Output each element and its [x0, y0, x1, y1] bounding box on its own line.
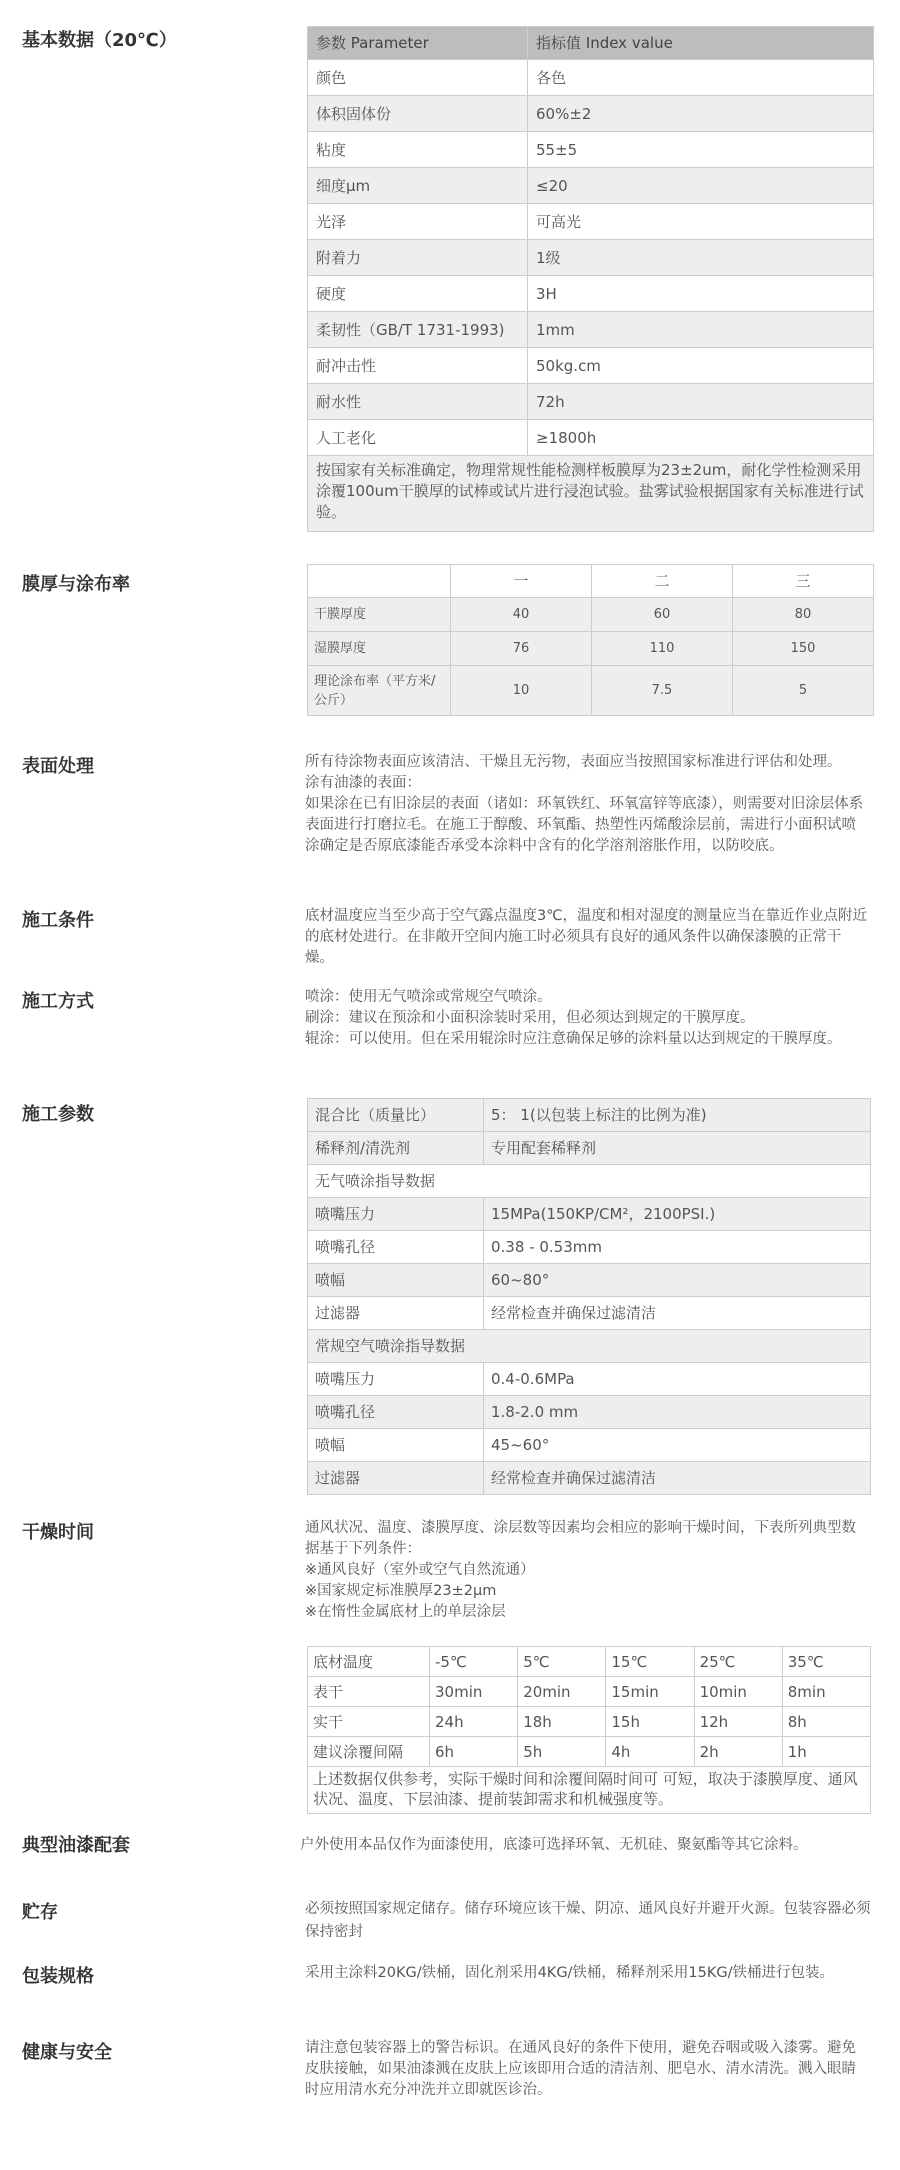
table-cell: 喷嘴压力: [308, 1198, 484, 1231]
table-cell: 喷嘴孔径: [308, 1231, 484, 1264]
table-row: [308, 1707, 871, 1737]
table-header: 一: [451, 565, 592, 598]
table-cell: 耐冲击性: [308, 348, 528, 384]
table-row: [308, 456, 874, 532]
table-cell: 人工老化: [308, 420, 528, 456]
table-cell: 45~60°: [484, 1429, 871, 1462]
table-row: [308, 1647, 871, 1677]
application-params-table: [307, 1098, 871, 1495]
table-cell: 理论涂布率（平方米/公斤）: [308, 666, 451, 716]
table-row: [308, 1429, 871, 1462]
table-cell: 附着力: [308, 240, 528, 276]
paragraph: 请注意包装容器上的警告标识。在通风良好的条件下使用，避免吞咽或吸入漆雾。避免皮肤接触，如果油漆溅在皮肤上应该即用合适的清洁剂、肥皂水、清水清洗。溅入眼睛时应用清水充分冲洗并立即就医诊治。: [305, 2040, 856, 2098]
table-cell: 35℃: [782, 1647, 870, 1677]
table-row: [308, 1297, 871, 1330]
table-row: [308, 666, 874, 716]
table-cell: 喷嘴孔径: [308, 1396, 484, 1429]
section-title: 干燥时间: [22, 1522, 94, 1543]
table-row: [308, 1330, 871, 1363]
table-row: [308, 1396, 871, 1429]
table-cell: 5： 1(以包装上标注的比例为准): [484, 1099, 871, 1132]
table-note: 按国家有关标准确定，物理常规性能检测样板膜厚为23±2um，耐化学性检测采用涂覆100um干膜厚的试棒或试片进行浸泡试验。盐雾试验根据国家有关标准进行试验。: [308, 456, 874, 532]
table-cell: 硬度: [308, 276, 528, 312]
table-cell: 8min: [782, 1677, 870, 1707]
table-cell: 25℃: [694, 1647, 782, 1677]
table-cell: 湿膜厚度: [308, 632, 451, 666]
table-header: [308, 565, 451, 598]
table-cell: 喷嘴压力: [308, 1363, 484, 1396]
table-row: [308, 384, 874, 420]
table-row: [308, 1264, 871, 1297]
table-header: 二: [592, 565, 733, 598]
table-cell: 1h: [782, 1737, 870, 1767]
table-row: [308, 1767, 871, 1814]
paragraph: 户外使用本品仅作为面漆使用，底漆可选择环氧、无机硅、聚氨酯等其它涂料。: [300, 1837, 808, 1853]
section-title: 基本数据（20℃）: [22, 30, 177, 51]
table-cell: 60%±2: [528, 96, 874, 132]
table-cell: 76: [451, 632, 592, 666]
section-title: 表面处理: [22, 756, 94, 777]
table-cell: 110: [592, 632, 733, 666]
table-cell: 5h: [518, 1737, 606, 1767]
basic-data-table: [307, 26, 874, 532]
table-cell: 50kg.cm: [528, 348, 874, 384]
table-cell: 粘度: [308, 132, 528, 168]
table-cell: 10min: [694, 1677, 782, 1707]
table-cell: 体积固体份: [308, 96, 528, 132]
table-cell: 混合比（质量比）: [308, 1099, 484, 1132]
table-cell: 15min: [606, 1677, 694, 1707]
table-cell: 150: [733, 632, 874, 666]
table-row: [308, 1677, 871, 1707]
table-cell: 15h: [606, 1707, 694, 1737]
film-thickness-table: [307, 564, 874, 716]
table-row: [308, 240, 874, 276]
table-row: [308, 204, 874, 240]
table-cell: 1.8-2.0 mm: [484, 1396, 871, 1429]
table-cell: 8h: [782, 1707, 870, 1737]
table-cell: 7.5: [592, 666, 733, 716]
section-title: 典型油漆配套: [22, 1835, 130, 1856]
table-cell: 18h: [518, 1707, 606, 1737]
table-cell: 5℃: [518, 1647, 606, 1677]
table-row: [308, 1462, 871, 1495]
table-cell: 60: [592, 598, 733, 632]
table-row: [308, 312, 874, 348]
table-cell: 12h: [694, 1707, 782, 1737]
table-cell: 可高光: [528, 204, 874, 240]
section-title: 膜厚与涂布率: [22, 574, 130, 595]
drying-time-table: [307, 1646, 871, 1814]
table-row: [308, 420, 874, 456]
table-cell: 干膜厚度: [308, 598, 451, 632]
paragraph: 辊涂：可以使用。但在采用辊涂时应注意确保足够的涂料量以达到规定的干膜厚度。: [305, 1031, 842, 1047]
paragraph: 底材温度应当至少高于空气露点温度3℃，温度和相对湿度的测量应当在靠近作业点附近的底材处进行。在非敞开空间内施工时必须具有良好的通风条件以确保漆膜的正常干燥。: [305, 908, 868, 966]
table-cell: -5℃: [430, 1647, 518, 1677]
table-cell: 底材温度: [308, 1647, 430, 1677]
table-cell: 2h: [694, 1737, 782, 1767]
table-cell: 过滤器: [308, 1297, 484, 1330]
table-cell: 颜色: [308, 60, 528, 96]
table-cell: ≥1800h: [528, 420, 874, 456]
table-row: [308, 1231, 871, 1264]
table-row: [308, 1099, 871, 1132]
table-cell: 0.4-0.6MPa: [484, 1363, 871, 1396]
paragraph: ※通风良好（室外或空气自然流通）: [305, 1562, 535, 1578]
table-cell: 3H: [528, 276, 874, 312]
section-title: 施工参数: [22, 1104, 94, 1125]
table-header: 参数 Parameter: [308, 27, 528, 60]
table-row: [308, 598, 874, 632]
table-row: [308, 276, 874, 312]
section-title: 贮存: [22, 1902, 58, 1923]
paragraph: 通风状况、温度、漆膜厚度、涂层数等因素均会相应的影响干燥时间，下表所列典型数据基于下列条件：: [305, 1520, 856, 1557]
table-header: 指标值 Index value: [528, 27, 874, 60]
section-title: 健康与安全: [22, 2042, 112, 2063]
table-cell: 柔韧性（GB/T 1731-1993): [308, 312, 528, 348]
table-row: [308, 1363, 871, 1396]
table-cell: 经常检查并确保过滤清洁: [484, 1462, 871, 1495]
table-cell: 表干: [308, 1677, 430, 1707]
table-cell: ≤20: [528, 168, 874, 204]
table-cell: 专用配套稀释剂: [484, 1132, 871, 1165]
table-cell: 喷幅: [308, 1264, 484, 1297]
paragraph: ※国家规定标准膜厚23±2μm: [305, 1583, 497, 1599]
table-row: [308, 632, 874, 666]
table-cell: 各色: [528, 60, 874, 96]
table-row: [308, 132, 874, 168]
table-cell: 耐水性: [308, 384, 528, 420]
table-cell: 1mm: [528, 312, 874, 348]
table-row: [308, 1132, 871, 1165]
paragraph: 所有待涂物表面应该清洁、干燥且无污物，表面应当按照国家标准进行评估和处理。: [305, 754, 842, 770]
table-cell: 40: [451, 598, 592, 632]
section-title: 施工条件: [22, 910, 94, 931]
table-cell: 实干: [308, 1707, 430, 1737]
table-cell: 72h: [528, 384, 874, 420]
table-row: [308, 60, 874, 96]
table-cell: 60~80°: [484, 1264, 871, 1297]
table-cell: 建议涂覆间隔: [308, 1737, 430, 1767]
table-cell: 5: [733, 666, 874, 716]
table-note: 上述数据仅供参考，实际干燥时间和涂覆间隔时间可 可短，取决于漆膜厚度、通风状况、温度、下层油漆、提前装卸需求和机械强度等。: [308, 1767, 871, 1814]
paragraph: ※在惰性金属底材上的单层涂层: [305, 1604, 506, 1620]
table-row: [308, 1198, 871, 1231]
table-cell: 0.38 - 0.53mm: [484, 1231, 871, 1264]
table-cell: 24h: [430, 1707, 518, 1737]
table-cell: 80: [733, 598, 874, 632]
table-row: [308, 168, 874, 204]
table-cell: 20min: [518, 1677, 606, 1707]
paragraph: 如果涂在已有旧涂层的表面（诸如：环氧铁红、环氧富锌等底漆），则需要对旧涂层体系表面进行打磨拉毛。在施工于醇酸、环氧酯、热塑性丙烯酸涂层前，需进行小面积试喷涂确定是否原底漆能否承受本涂料中含有的化学溶剂溶胀作用，以防咬底。: [305, 796, 864, 854]
paragraph: 刷涂：建议在预涂和小面积涂装时采用，但必须达到规定的干膜厚度。: [305, 1010, 755, 1026]
table-cell: 1级: [528, 240, 874, 276]
table-subheading: 无气喷涂指导数据: [308, 1165, 871, 1198]
table-row: [308, 1737, 871, 1767]
table-cell: 4h: [606, 1737, 694, 1767]
table-cell: 6h: [430, 1737, 518, 1767]
table-row: [308, 348, 874, 384]
table-header: 三: [733, 565, 874, 598]
table-cell: 55±5: [528, 132, 874, 168]
table-cell: 10: [451, 666, 592, 716]
table-subheading: 常规空气喷涂指导数据: [308, 1330, 871, 1363]
paragraph: 采用主涂料20KG/铁桶，固化剂采用4KG/铁桶，稀释剂采用15KG/铁桶进行包装。: [305, 1965, 835, 1981]
table-row: [308, 1165, 871, 1198]
section-title: 施工方式: [22, 991, 94, 1012]
table-row: [308, 96, 874, 132]
table-cell: 15MPa(150KP/CM²，2100PSI.): [484, 1198, 871, 1231]
table-cell: 光泽: [308, 204, 528, 240]
table-cell: 细度μm: [308, 168, 528, 204]
paragraph: 涂有油漆的表面：: [305, 775, 421, 791]
table-cell: 喷幅: [308, 1429, 484, 1462]
table-cell: 15℃: [606, 1647, 694, 1677]
paragraph: 必须按照国家规定储存。储存环境应该干燥、阴凉、通风良好并避开火源。包装容器必须保持密封: [305, 1901, 871, 1940]
section-title: 包装规格: [22, 1966, 94, 1987]
table-cell: 经常检查并确保过滤清洁: [484, 1297, 871, 1330]
table-cell: 稀释剂/清洗剂: [308, 1132, 484, 1165]
paragraph: 喷涂：使用无气喷涂或常规空气喷涂。: [305, 989, 552, 1005]
table-cell: 过滤器: [308, 1462, 484, 1495]
table-cell: 30min: [430, 1677, 518, 1707]
